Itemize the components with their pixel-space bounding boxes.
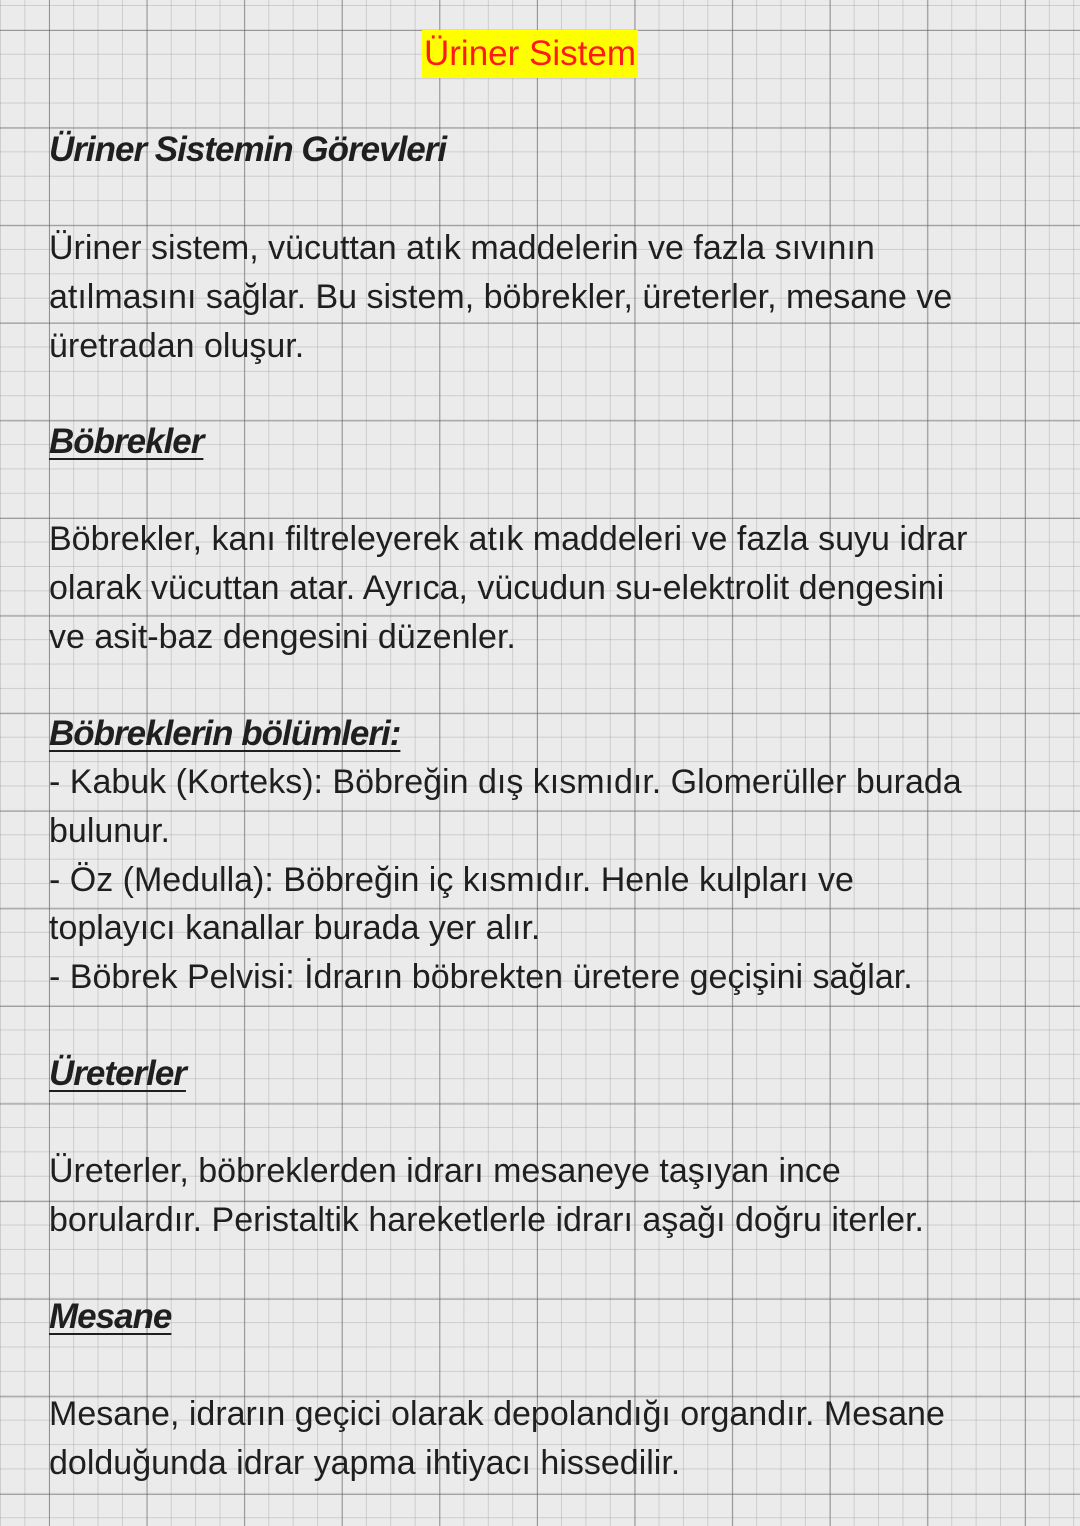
text-line: Üriner sistem, vücuttan atık maddelerin ve fazla sıvının [49,229,875,267]
heading-bobrekler: Böbrekler [49,422,204,461]
text-line: ve asit-baz dengesini düzenler. [49,617,516,656]
paragraph-bobrekler [49,515,1039,661]
list-item-pelvis: - Böbrek Pelvisi: İdrarın böbrekten üretere geçişini sağlar. [49,958,913,997]
paragraph-bolumler [49,758,1039,1002]
paragraph-ureterler [49,1147,1039,1245]
text-line: Üreterler, böbreklerden idrarı mesaneye taşıyan ince [49,1152,841,1190]
paragraph-mesane [49,1390,1039,1488]
page-title: Üriner Sistem [422,30,638,78]
heading-uriner-sistemin-gorevleri: Üriner Sistemin Görevleri [49,130,447,169]
text-line: Böbrekler, kanı filtreleyerek atık maddeleri ve fazla suyu idrar [49,520,968,558]
list-item-korteks: - Kabuk (Korteks): Böbreğin dış kısmıdır. Glomerüller burada [49,763,962,801]
list-item-medulla: - Öz (Medulla): Böbreğin iç kısmıdır. Henle kulpları ve [49,860,854,899]
text-line: olarak vücuttan atar. Ayrıca, vücudun su-elektrolit dengesini [49,568,945,607]
paragraph-gorevler [49,224,1039,370]
title-wrap [422,30,638,78]
text-line: bulunur. [49,811,170,850]
heading-bobreklerin-bolumleri: Böbreklerin bölümleri: [49,714,401,753]
text-line: üretradan oluşur. [49,326,305,365]
heading-mesane: Mesane [49,1297,172,1336]
text-line: dolduğunda idrar yapma ihtiyacı hissedilir. [49,1443,681,1482]
text-line: borulardır. Peristaltik hareketlerle idrarı aşağı doğru iterler. [49,1200,924,1239]
text-line: toplayıcı kanallar burada yer alır. [49,909,541,948]
text-line: atılmasını sağlar. Bu sistem, böbrekler, üreterler, mesane ve [49,277,953,316]
heading-ureterler: Üreterler [49,1054,186,1093]
text-line: Mesane, idrarın geçici olarak depolandığı organdır. Mesane [49,1395,945,1433]
